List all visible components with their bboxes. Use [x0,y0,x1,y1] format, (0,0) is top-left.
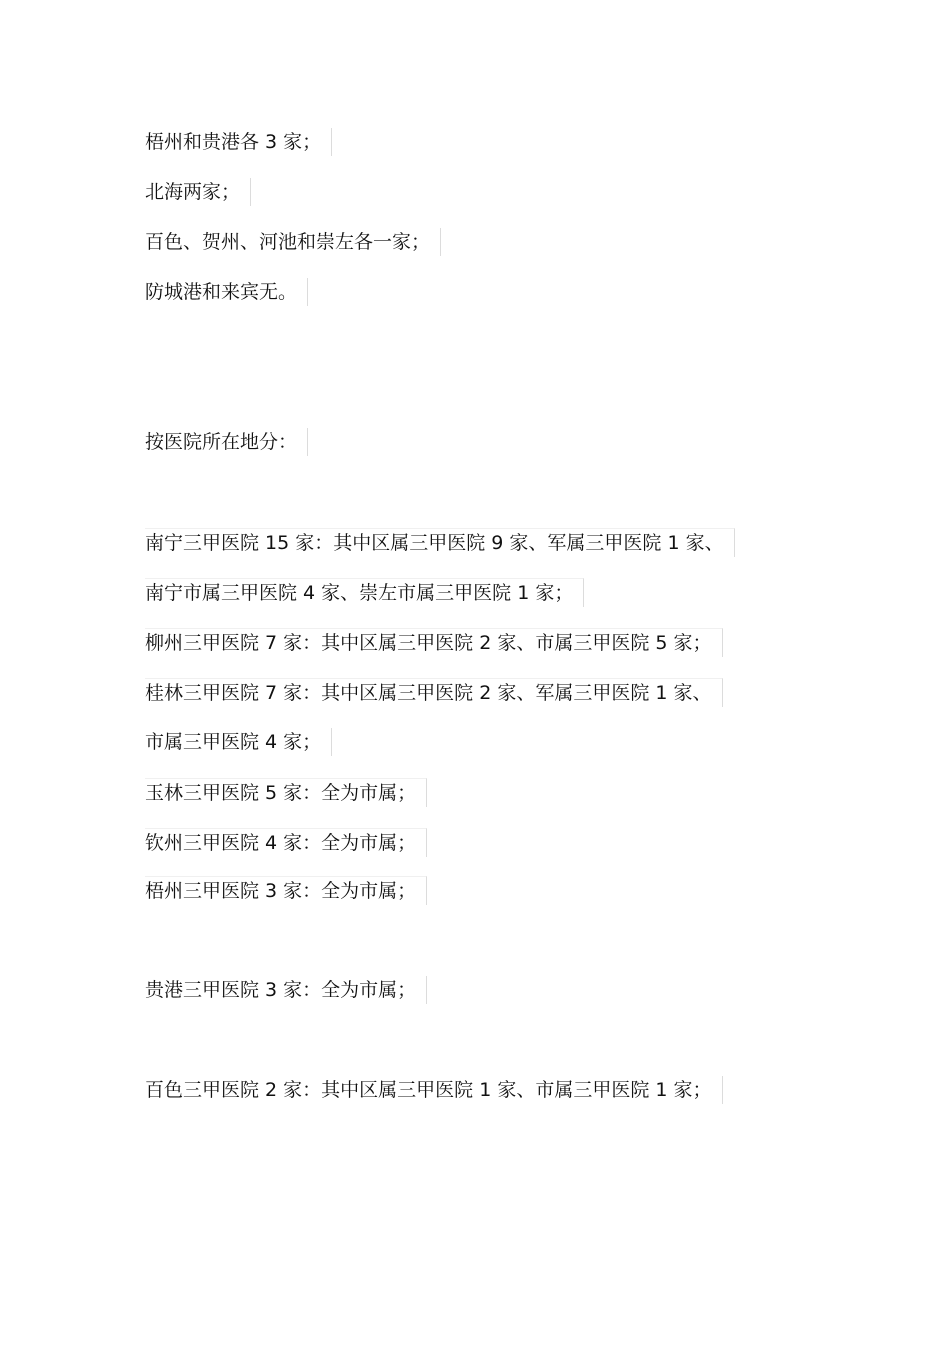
text-line-liuzhou: 柳州三甲医院 7 家：其中区属三甲医院 2 家、市属三甲医院 5 家； [145,628,723,657]
text-line-guilin-1: 桂林三甲医院 7 家：其中区属三甲医院 2 家、军属三甲医院 1 家、 [145,678,723,707]
section-heading-by-location: 按医院所在地分： [145,428,308,456]
text-line-fangchenggang-laibin: 防城港和来宾无。 [145,278,308,306]
text-line-beihai: 北海两家； [145,178,251,206]
text-line-baise-hezhou-hechi-chongzuo: 百色、贺州、河池和崇左各一家； [145,228,441,256]
text-line-guilin-2: 市属三甲医院 4 家； [145,728,332,756]
text-line-wuzhou-guigang: 梧州和贵港各 3 家； [145,128,332,156]
text-line-wuzhou: 梧州三甲医院 3 家：全为市属； [145,876,427,905]
text-line-qinzhou: 钦州三甲医院 4 家：全为市属； [145,828,427,857]
text-line-baise: 百色三甲医院 2 家：其中区属三甲医院 1 家、市属三甲医院 1 家； [145,1076,723,1104]
text-line-yulin: 玉林三甲医院 5 家：全为市属； [145,778,427,807]
text-line-nanning-2: 南宁市属三甲医院 4 家、崇左市属三甲医院 1 家； [145,578,584,607]
text-line-guigang: 贵港三甲医院 3 家：全为市属； [145,976,427,1004]
text-line-nanning-1: 南宁三甲医院 15 家：其中区属三甲医院 9 家、军属三甲医院 1 家、 [145,528,735,557]
